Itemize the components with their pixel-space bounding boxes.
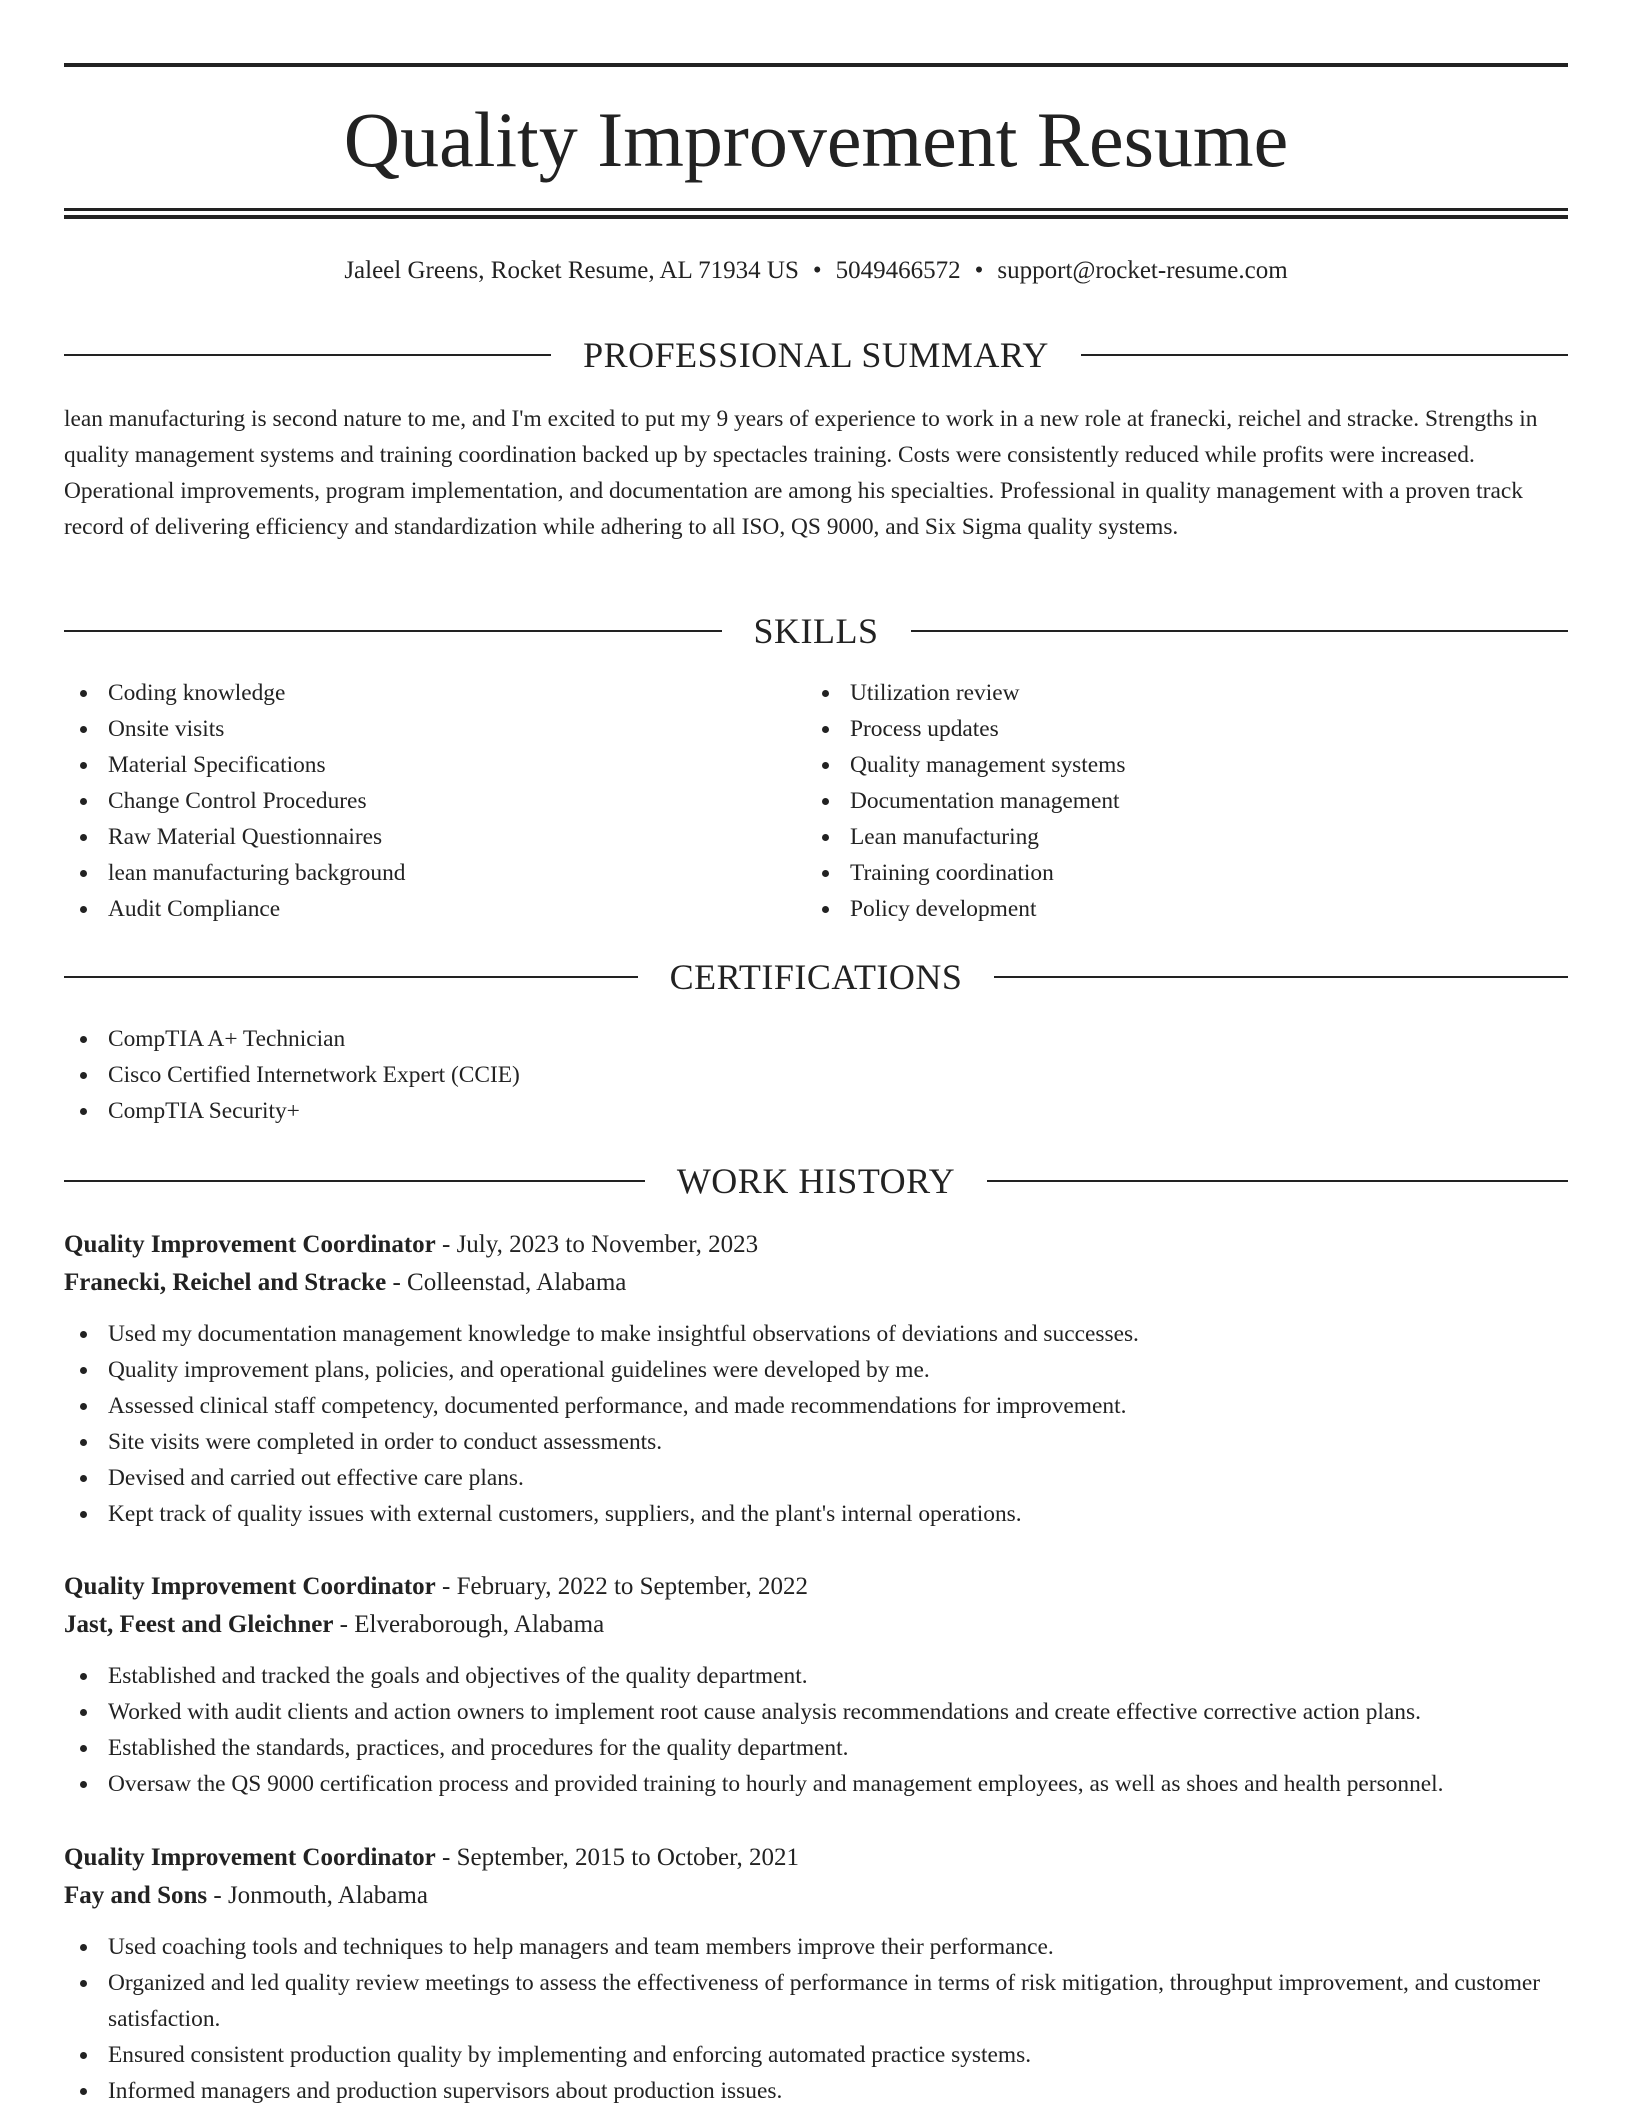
job-company: Fay and Sons xyxy=(64,1882,208,1909)
skill-item: Raw Material Questionnaires xyxy=(64,819,764,855)
job-company: Jast, Feest and Gleichner xyxy=(64,1611,334,1638)
job-location: - Elveraborough, Alabama xyxy=(333,1611,605,1638)
job-bullet: Used my documentation management knowledge to make insightful observations of deviations and successes. xyxy=(64,1316,1568,1352)
summary-heading: PROFESSIONAL SUMMARY xyxy=(583,335,1049,375)
certification-item: CompTIA Security+ xyxy=(64,1093,1064,1129)
job-dates: - July, 2023 to November, 2023 xyxy=(435,1231,759,1258)
contact-address: Jaleel Greens, Rocket Resume, AL 71934 US xyxy=(344,257,799,284)
work-history-heading: WORK HISTORY xyxy=(676,1161,956,1201)
job-role-line xyxy=(64,1226,1568,1264)
skill-item: Process updates xyxy=(806,711,1506,747)
job-company-line xyxy=(64,1606,1568,1644)
job-location: - Jonmouth, Alabama xyxy=(207,1882,428,1909)
section-heading-certifications xyxy=(64,957,1568,997)
job-dates: - September, 2015 to October, 2021 xyxy=(435,1844,799,1871)
contact-separator: • xyxy=(974,257,984,284)
job-role-line xyxy=(64,1839,1568,1877)
skill-item: Onsite visits xyxy=(64,711,764,747)
job-bullet: Assessed clinical staff competency, documented performance, and made recommendations for improvement. xyxy=(64,1388,1568,1424)
skills-list-right xyxy=(806,675,1506,927)
contact-line xyxy=(64,256,1568,286)
job-bullets xyxy=(64,1316,1568,1532)
job-bullet: Organized and led quality review meetings to assess the effectiveness of performance in terms of risk mitigation, throughput improvement, and customer satisfaction. xyxy=(64,1965,1568,2037)
job-bullet: Informed managers and production supervisors about production issues. xyxy=(64,2073,1568,2109)
skills-list-left xyxy=(64,675,764,927)
job-title: Quality Improvement Coordinator xyxy=(64,1844,436,1871)
job-bullet: Quality improvement plans, policies, and operational guidelines were developed by me. xyxy=(64,1352,1568,1388)
skill-item: Utilization review xyxy=(806,675,1506,711)
job-bullet: Devised and carried out effective care plans. xyxy=(64,1460,1568,1496)
job-dates: - February, 2022 to September, 2022 xyxy=(435,1573,809,1600)
skill-item: lean manufacturing background xyxy=(64,855,764,891)
page-title: Quality Improvement Resume xyxy=(343,96,1289,183)
job-bullet: Worked with audit clients and action owners to implement root cause analysis recommendations and create effective corrective action plans. xyxy=(64,1694,1568,1730)
skill-item: Material Specifications xyxy=(64,747,764,783)
certifications-list xyxy=(64,1021,1064,1129)
job-bullets xyxy=(64,1929,1568,2109)
job-bullet: Kept track of quality issues with external customers, suppliers, and the plant's internal operations. xyxy=(64,1496,1568,1532)
job-company: Franecki, Reichel and Stracke xyxy=(64,1269,387,1296)
section-heading-summary xyxy=(64,335,1568,375)
job-entry xyxy=(64,1839,1568,2109)
job-bullet: Oversaw the QS 9000 certification process and provided training to hourly and management employees, as well as shoes and health personnel. xyxy=(64,1766,1568,1802)
heading-rule xyxy=(1081,354,1568,356)
skill-item: Lean manufacturing xyxy=(806,819,1506,855)
skill-item: Change Control Procedures xyxy=(64,783,764,819)
heading-rule xyxy=(64,354,551,356)
skill-item: Documentation management xyxy=(806,783,1506,819)
skill-item: Coding knowledge xyxy=(64,675,764,711)
job-bullet: Used coaching tools and techniques to help managers and team members improve their performance. xyxy=(64,1929,1568,1965)
job-bullet: Site visits were completed in order to conduct assessments. xyxy=(64,1424,1568,1460)
job-entry xyxy=(64,1226,1568,1532)
contact-email: support@rocket-resume.com xyxy=(997,257,1288,284)
job-bullet: Ensured consistent production quality by implementing and enforcing automated practice systems. xyxy=(64,2037,1568,2073)
contact-phone: 5049466572 xyxy=(835,257,961,284)
skill-item: Quality management systems xyxy=(806,747,1506,783)
job-company-line xyxy=(64,1264,1568,1302)
certifications-heading: CERTIFICATIONS xyxy=(669,957,963,997)
job-entry xyxy=(64,1568,1568,1802)
skill-item: Training coordination xyxy=(806,855,1506,891)
contact-separator: • xyxy=(812,257,822,284)
section-heading-skills xyxy=(64,611,1568,651)
skills-heading: SKILLS xyxy=(753,611,879,651)
job-bullets xyxy=(64,1658,1568,1802)
certification-item: Cisco Certified Internetwork Expert (CCIE) xyxy=(64,1057,1064,1093)
skill-item: Policy development xyxy=(806,891,1506,927)
top-rule xyxy=(64,63,1568,67)
job-title: Quality Improvement Coordinator xyxy=(64,1573,436,1600)
skill-item: Audit Compliance xyxy=(64,891,764,927)
job-bullet: Established and tracked the goals and objectives of the quality department. xyxy=(64,1658,1568,1694)
job-title: Quality Improvement Coordinator xyxy=(64,1231,436,1258)
section-heading-work-history xyxy=(64,1161,1568,1201)
title-double-rule xyxy=(64,208,1568,220)
job-role-line xyxy=(64,1568,1568,1606)
certification-item: CompTIA A+ Technician xyxy=(64,1021,1064,1057)
job-location: - Colleenstad, Alabama xyxy=(386,1269,627,1296)
job-bullet: Established the standards, practices, and procedures for the quality department. xyxy=(64,1730,1568,1766)
summary-text: lean manufacturing is second nature to me, and I'm excited to put my 9 years of experience to work in a new role at franecki, reichel and stracke. Strengths in quality management systems and training coordination backed up by spectacles training. Costs were consistently reduced while profits were increased. Operational improvements, program implementation, and documentation are among his specialties. Professional in quality management with a proven track record of delivering efficiency and standardization while adhering to all ISO, QS 9000, and Six Sigma quality systems. xyxy=(64,406,1538,540)
job-company-line xyxy=(64,1877,1568,1915)
